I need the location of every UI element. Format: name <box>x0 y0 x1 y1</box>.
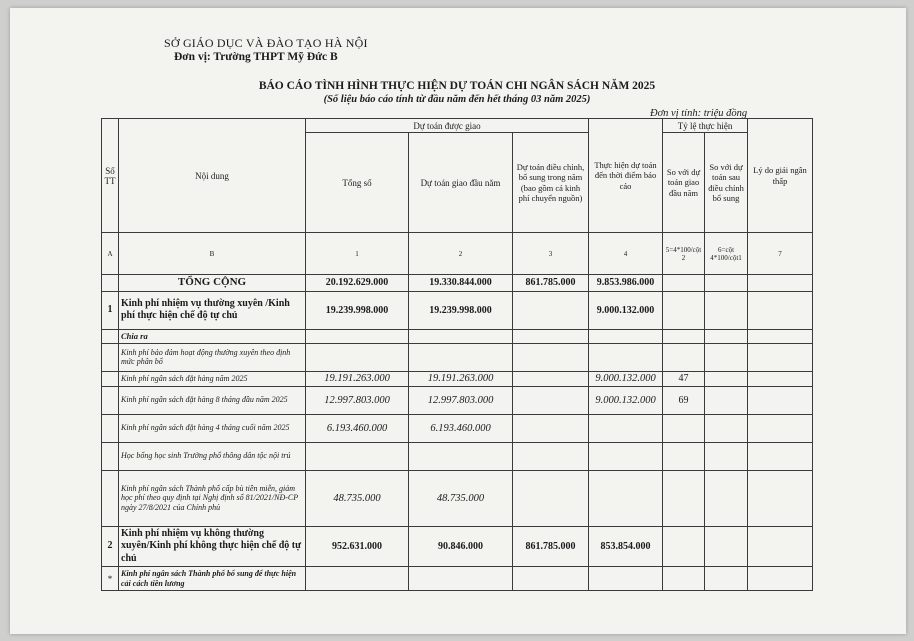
cell-reason <box>748 526 813 567</box>
header-initial: Dự toán giao đầu năm <box>409 133 513 233</box>
cell-reason <box>748 470 813 526</box>
agency-name: SỞ GIÁO DỤC VÀ ĐÀO TẠO HÀ NỘI <box>164 36 368 50</box>
cell-total: 19.239.998.000 <box>306 291 409 329</box>
code-cell: 5=4*100/cột 2 <box>663 233 705 275</box>
cell-content: Kinh phí nhiệm vụ không thường xuyên/Kinh phí không thực hiện chế độ tự chủ <box>119 526 306 567</box>
cell-reason <box>748 291 813 329</box>
cell-stt <box>102 329 119 343</box>
cell-adjusted: 861.785.000 <box>513 526 589 567</box>
cell-executed: 9.000.132.000 <box>589 291 663 329</box>
cell-ratio-initial <box>663 329 705 343</box>
cell-adjusted <box>513 470 589 526</box>
cell-executed: 9.000.132.000 <box>589 371 663 386</box>
cell-ratio-adjusted <box>705 371 748 386</box>
cell-stt <box>102 414 119 442</box>
cell-initial <box>409 329 513 343</box>
table-row-total <box>102 275 813 292</box>
cell-total: 12.997.803.000 <box>306 386 409 414</box>
cell-total: 19.191.263.000 <box>306 371 409 386</box>
header-adjusted: Dự toán điều chỉnh, bổ sung trong năm (bao gồm cả kinh phí chuyển nguồn) <box>513 133 589 233</box>
code-cell: 6=cột 4*100/cột1 <box>705 233 748 275</box>
header-ratio-adjusted: So với dự toán sau điều chỉnh bổ sung <box>705 133 748 233</box>
cell-ratio-adjusted <box>705 275 748 292</box>
cell-total <box>306 343 409 371</box>
cell-content: Kinh phí ngân sách đặt hàng 8 tháng đầu năm 2025 <box>119 386 306 414</box>
cell-reason <box>748 442 813 470</box>
cell-content: Chia ra <box>119 329 306 343</box>
table-row <box>102 526 813 567</box>
cell-stt: 1 <box>102 291 119 329</box>
cell-ratio-adjusted <box>705 386 748 414</box>
cell-reason <box>748 329 813 343</box>
cell-executed: 853.854.000 <box>589 526 663 567</box>
cell-initial <box>409 343 513 371</box>
cell-executed <box>589 470 663 526</box>
report-title: BÁO CÁO TÌNH HÌNH THỰC HIỆN DỰ TOÁN CHI NGÂN SÁCH NĂM 2025 <box>258 80 656 92</box>
header-reason: Lý do giải ngân thấp <box>748 119 813 233</box>
cell-stt: * <box>102 567 119 591</box>
cell-ratio-adjusted <box>705 567 748 591</box>
cell-adjusted <box>513 567 589 591</box>
cell-initial: 19.191.263.000 <box>409 371 513 386</box>
cell-adjusted <box>513 442 589 470</box>
cell-stt <box>102 371 119 386</box>
cell-stt <box>102 343 119 371</box>
table-row <box>102 386 813 414</box>
cell-executed <box>589 414 663 442</box>
cell-initial <box>409 567 513 591</box>
cell-total <box>306 442 409 470</box>
cell-adjusted <box>513 371 589 386</box>
header-stt: Số TT <box>102 119 119 233</box>
cell-executed <box>589 329 663 343</box>
cell-reason <box>748 414 813 442</box>
code-cell: A <box>102 233 119 275</box>
cell-ratio-initial <box>663 291 705 329</box>
cell-ratio-initial: 47 <box>663 371 705 386</box>
cell-adjusted <box>513 414 589 442</box>
cell-total <box>306 567 409 591</box>
cell-reason <box>748 386 813 414</box>
code-cell: 7 <box>748 233 813 275</box>
cell-stt <box>102 386 119 414</box>
code-cell: 3 <box>513 233 589 275</box>
header-row-1 <box>102 119 813 133</box>
cell-adjusted <box>513 343 589 371</box>
cell-ratio-initial <box>663 526 705 567</box>
cell-adjusted <box>513 386 589 414</box>
cell-ratio-initial <box>663 567 705 591</box>
code-cell: 2 <box>409 233 513 275</box>
cell-initial: 19.330.844.000 <box>409 275 513 292</box>
table-row <box>102 329 813 343</box>
cell-adjusted: 861.785.000 <box>513 275 589 292</box>
code-cell: 4 <box>589 233 663 275</box>
cell-ratio-initial <box>663 442 705 470</box>
cell-total: 20.192.629.000 <box>306 275 409 292</box>
table-row <box>102 343 813 371</box>
cell-executed <box>589 567 663 591</box>
cell-ratio-adjusted <box>705 414 748 442</box>
cell-ratio-initial <box>663 470 705 526</box>
cell-ratio-initial <box>663 343 705 371</box>
cell-reason <box>748 275 813 292</box>
unit-name: Đơn vị: Trường THPT Mỹ Đức B <box>174 51 338 63</box>
code-cell: B <box>119 233 306 275</box>
cell-reason <box>748 567 813 591</box>
header-total: Tổng số <box>306 133 409 233</box>
cell-stt <box>102 275 119 292</box>
table-row <box>102 414 813 442</box>
cell-executed: 9.853.986.000 <box>589 275 663 292</box>
cell-adjusted <box>513 329 589 343</box>
cell-executed: 9.000.132.000 <box>589 386 663 414</box>
cell-ratio-adjusted <box>705 329 748 343</box>
cell-reason <box>748 343 813 371</box>
cell-reason <box>748 371 813 386</box>
code-cell: 1 <box>306 233 409 275</box>
header-content: Nội dung <box>119 119 306 233</box>
cell-stt: 2 <box>102 526 119 567</box>
cell-content: Kinh phí ngân sách Thành phố cấp bù tiền miễn, giảm học phí theo quy định tại Nghị định số 81/2021/NĐ-CP ngày 27/8/2021 của Chính phủ <box>119 470 306 526</box>
cell-total: 48.735.000 <box>306 470 409 526</box>
cell-content: Kinh phí ngân sách đặt hàng 4 tháng cuối năm 2025 <box>119 414 306 442</box>
header-executed: Thực hiện dự toán đến thời điểm báo cáo <box>589 119 663 233</box>
cell-initial: 12.997.803.000 <box>409 386 513 414</box>
table-row <box>102 291 813 329</box>
cell-content: Học bổng học sinh Trường phổ thông dân tộc nội trú <box>119 442 306 470</box>
currency-unit: Đơn vị tính: triệu đồng <box>650 108 748 119</box>
table-row <box>102 371 813 386</box>
table-row <box>102 567 813 591</box>
cell-stt <box>102 442 119 470</box>
cell-ratio-adjusted <box>705 291 748 329</box>
cell-initial: 90.846.000 <box>409 526 513 567</box>
cell-executed <box>589 343 663 371</box>
cell-stt <box>102 470 119 526</box>
cell-initial <box>409 442 513 470</box>
cell-ratio-initial: 69 <box>663 386 705 414</box>
cell-initial: 19.239.998.000 <box>409 291 513 329</box>
cell-ratio-initial <box>663 414 705 442</box>
budget-table <box>101 118 813 591</box>
cell-total: 952.631.000 <box>306 526 409 567</box>
cell-content: Kinh phí ngân sách đặt hàng năm 2025 <box>119 371 306 386</box>
cell-ratio-initial <box>663 275 705 292</box>
cell-adjusted <box>513 291 589 329</box>
cell-ratio-adjusted <box>705 470 748 526</box>
cell-content: TỔNG CỘNG <box>119 275 306 292</box>
cell-ratio-adjusted <box>705 526 748 567</box>
cell-initial: 6.193.460.000 <box>409 414 513 442</box>
header-estimate-group: Dự toán được giao <box>306 119 589 133</box>
cell-ratio-adjusted <box>705 343 748 371</box>
table-row <box>102 442 813 470</box>
cell-content: Kinh phí ngân sách Thành phố bổ sung để thực hiện cải cách tiền lương <box>119 567 306 591</box>
cell-ratio-adjusted <box>705 442 748 470</box>
header-ratio-group: Tỷ lệ thực hiện <box>663 119 748 133</box>
column-code-row <box>102 233 813 275</box>
header-ratio-initial: So với dự toán giao đầu năm <box>663 133 705 233</box>
cell-total: 6.193.460.000 <box>306 414 409 442</box>
cell-content: Kinh phí nhiệm vụ thường xuyên /Kinh phí thực hiện chế độ tự chủ <box>119 291 306 329</box>
report-subtitle: (Số liệu báo cáo tính từ đầu năm đến hết tháng 03 năm 2025) <box>323 94 591 105</box>
table-row <box>102 470 813 526</box>
cell-initial: 48.735.000 <box>409 470 513 526</box>
cell-content: Kinh phí bảo đảm hoạt động thường xuyên theo định mức phân bổ <box>119 343 306 371</box>
cell-total <box>306 329 409 343</box>
cell-executed <box>589 442 663 470</box>
